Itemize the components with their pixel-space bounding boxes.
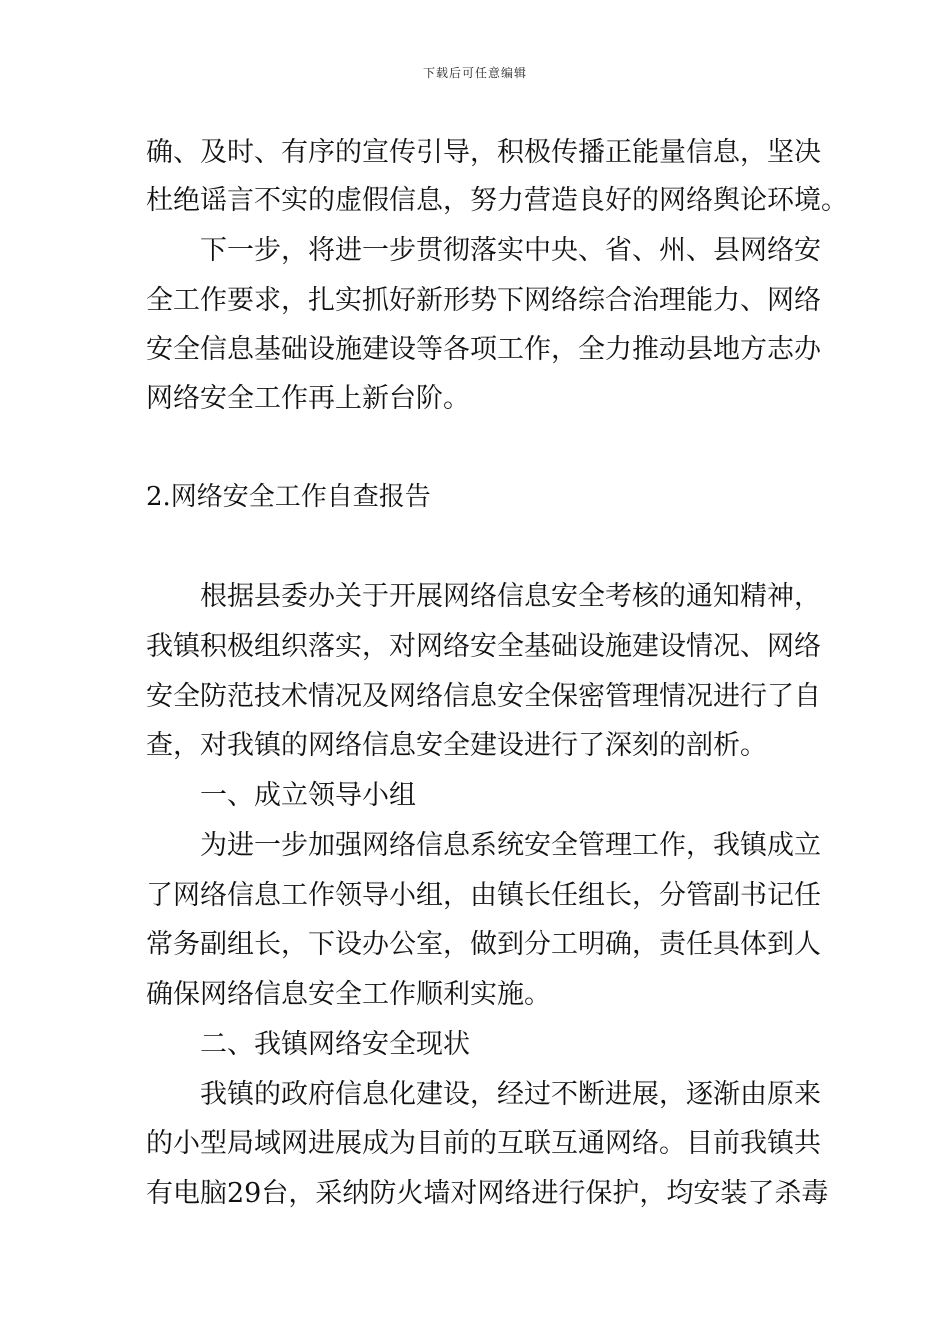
body-line: 确保网络信息安全工作顺利实施。 bbox=[146, 979, 551, 1010]
section-heading: 2.网络安全工作自查报告 bbox=[146, 482, 431, 512]
body-line: 查，对我镇的网络信息安全建设进行了深刻的剖析。 bbox=[146, 730, 767, 761]
subsection-heading: 一、成立领导小组 bbox=[200, 780, 416, 811]
body-line: 我镇的政府信息化建设，经过不断进展，逐渐由原来 bbox=[200, 1079, 821, 1110]
body-line: 根据县委办关于开展网络信息安全考核的通知精神， bbox=[200, 581, 821, 612]
body-line: 常务副组长，下设办公室，做到分工明确，责任具体到人 bbox=[146, 929, 821, 960]
body-line: 的小型局域网进展成为目前的互联互通网络。目前我镇共 bbox=[146, 1128, 821, 1159]
body-line: 安全信息基础设施建设等各项工作，全力推动县地方志办 bbox=[146, 334, 821, 365]
body-line: 我镇积极组织落实，对网络安全基础设施建设情况、网络 bbox=[146, 631, 821, 662]
body-line: 安全防范技术情况及网络信息安全保密管理情况进行了自 bbox=[146, 681, 821, 712]
body-line: 下一步，将进一步贯彻落实中央、省、州、县网络安 bbox=[200, 235, 821, 266]
body-line: 有电脑29台，采纳防火墙对网络进行保护，均安装了杀毒 bbox=[146, 1178, 829, 1209]
subsection-heading: 二、我镇网络安全现状 bbox=[200, 1029, 470, 1060]
header-note: 下载后可任意编辑 bbox=[422, 66, 527, 80]
body-line: 为进一步加强网络信息系统安全管理工作，我镇成立 bbox=[200, 830, 821, 861]
body-line: 了网络信息工作领导小组，由镇长任组长，分管副书记任 bbox=[146, 880, 821, 911]
body-line: 确、及时、有序的宣传引导，积极传播正能量信息，坚决 bbox=[146, 137, 821, 168]
body-line: 全工作要求，扎实抓好新形势下网络综合治理能力、网络 bbox=[146, 285, 821, 316]
body-line: 网络安全工作再上新台阶。 bbox=[146, 383, 470, 414]
body-line: 杜绝谣言不实的虚假信息，努力营造良好的网络舆论环境。 bbox=[146, 185, 848, 216]
